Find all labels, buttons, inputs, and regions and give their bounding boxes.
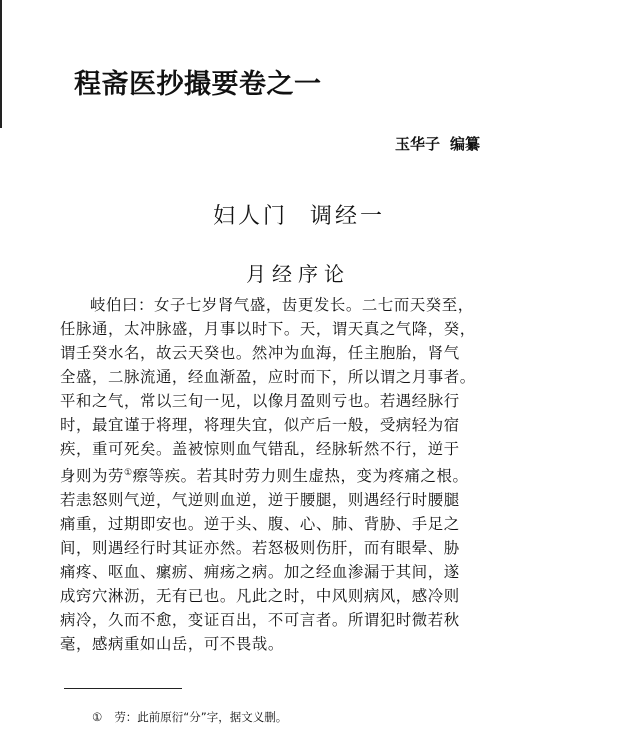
- body-line: 全盛，二脉流通，经血渐盈，应时而下，所以谓之月事者。: [60, 368, 476, 386]
- section-title-part2: 调经一: [310, 204, 386, 229]
- body-line: 岐伯曰：女子七岁肾气盛，齿更发长。二七而天癸至，: [90, 296, 474, 314]
- section-title-part1: 妇人门: [213, 204, 289, 229]
- author-name: 玉华子: [395, 135, 441, 153]
- body-line: 痛重，过期即安也。逆于头、腹、心、肺、背胁、手足之: [60, 515, 460, 533]
- body-text: [60, 293, 560, 656]
- body-line: 时，最宜谨于将理，将理失宜，似产后一般，受病轻为宿: [60, 416, 460, 434]
- body-line-segment: 身则为劳: [60, 467, 124, 485]
- footnote-marker: ①: [92, 710, 103, 724]
- body-line: 疾，重可死矣。盖被惊则血气错乱，经脉斩然不行，逆于: [60, 440, 460, 458]
- footnote-text: 劳：此前原衍“分”字，据文义删。: [114, 710, 288, 724]
- subsection-title: 月经序论: [246, 262, 350, 286]
- body-line: 平和之气，常以三旬一见，以像月盈则亏也。若遇经脉行: [60, 392, 460, 410]
- page-edge-rule: [0, 0, 2, 128]
- body-line: 痛疼、呕血、瘰疬、痈疡之病。加之经血渗漏于其间，遂: [60, 563, 460, 581]
- body-line: 任脉通，太冲脉盛，月事以时下。天，谓天真之气降，癸，: [60, 320, 476, 338]
- body-line: 若恚怒则气逆，气逆则血逆，逆于腰腿，则遇经行时腰腿: [60, 491, 460, 509]
- footnote-reference-mark: ①: [123, 468, 133, 478]
- author-role: 编纂: [450, 135, 481, 153]
- author-line: [395, 133, 480, 154]
- footnote: [92, 709, 287, 725]
- book-title: 程斋医抄撮要卷之一: [74, 69, 322, 100]
- section-title: [213, 199, 385, 230]
- body-line: 毫，感病重如山岳，可不畏哉。: [60, 635, 284, 653]
- body-line-segment: 瘵等疾。若其时劳力则生虚热，变为疼痛之根。: [132, 467, 469, 485]
- body-line: 成窍穴淋沥，无有已也。凡此之时，中风则病风，感冷则: [60, 587, 460, 605]
- footnote-divider: [64, 688, 182, 689]
- body-line: 间，则遇经行时其证亦然。若怒极则伤肝，而有眼晕、胁: [60, 539, 460, 557]
- body-line-with-note: [60, 461, 560, 488]
- body-line: 病冷，久而不愈，变证百出，不可言者。所谓犯时微若秋: [60, 611, 460, 629]
- body-line: 谓壬癸水名，故云天癸也。然冲为血海，任主胞胎，肾气: [60, 344, 460, 362]
